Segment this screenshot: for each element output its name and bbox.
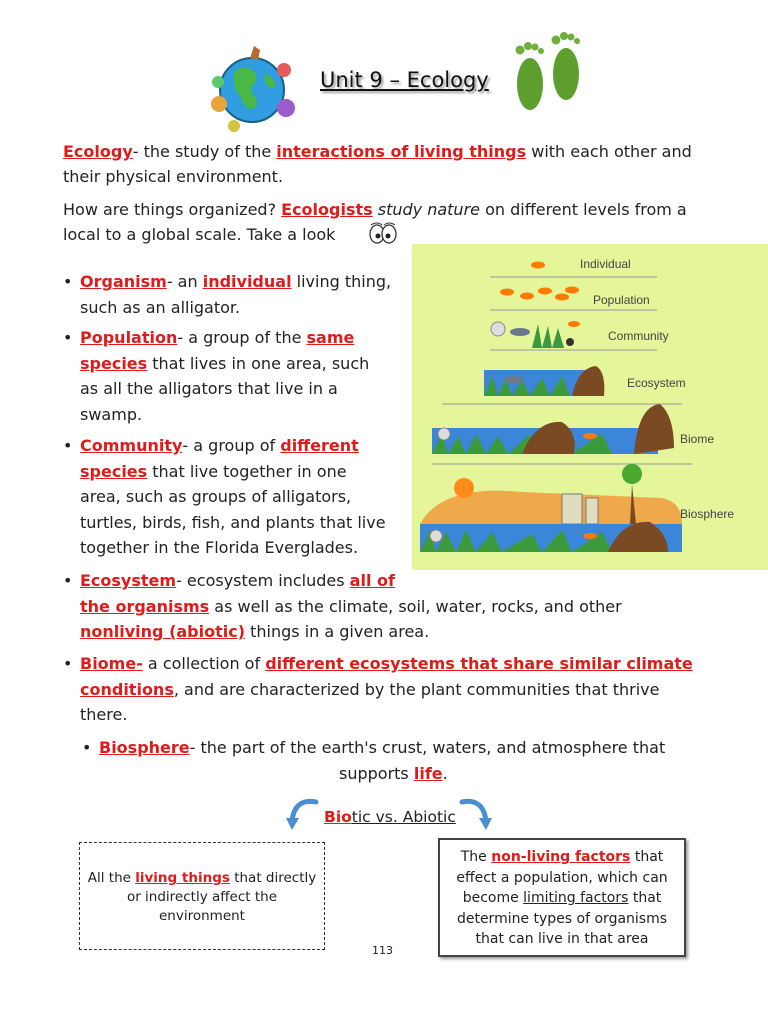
biotic-box: All the living things that directly or indirectly affect the environment bbox=[79, 842, 325, 950]
biotic-abiotic-heading: Biotic vs. Abiotic bbox=[324, 808, 456, 826]
ecology-definition: Ecology- the study of the interactions of living things with each other and their physical environment. bbox=[63, 142, 692, 186]
ecosystem-item: • Ecosystem- ecosystem includes all of the organisms as well as the climate, soil, water, rocks, and other nonliving (abiotic) things in a given area. bbox=[63, 571, 622, 641]
page-title: Unit 9 – Ecology bbox=[320, 68, 489, 92]
community-item: • Community- a group of different species that live together in one area, such as groups of alligators, turtles, birds, fish, and plants that live together in the Florida Everglades. bbox=[63, 436, 386, 557]
curved-arrow-left-icon bbox=[286, 796, 320, 834]
population-item: • Population- a group of the same species that lives in one area, such as all the alligators that live in a swamp. bbox=[63, 328, 370, 424]
level-label-biome: Biome bbox=[680, 432, 715, 446]
organism-item: • Organism- an individual living thing, such as an alligator. bbox=[63, 272, 392, 317]
level-label-ecosystem: Ecosystem bbox=[627, 376, 686, 390]
ecosystem-illustration bbox=[484, 366, 604, 396]
biosphere-item-cont: supports life. bbox=[339, 764, 448, 783]
biome-item: • Biome- a collection of different ecosystems that share similar climate conditions, and are characterized by the plant communities that thrive there. bbox=[63, 654, 693, 724]
biosphere-item: • Biosphere- the part of the earth's crust, waters, and atmosphere that bbox=[82, 738, 666, 757]
eyes-icon bbox=[368, 222, 398, 246]
levels-diagram bbox=[412, 244, 768, 570]
globe-animals-icon bbox=[204, 44, 304, 132]
curved-arrow-right-icon bbox=[458, 796, 492, 834]
level-label-population: Population bbox=[593, 293, 650, 307]
organization-question: How are things organized? Ecologists study nature on different levels from a local to a global scale. Take a look bbox=[63, 200, 687, 244]
footprints-icon bbox=[504, 26, 590, 126]
ecology-term: Ecology bbox=[63, 142, 133, 161]
page-number: 113 bbox=[372, 944, 393, 957]
level-label-individual: Individual bbox=[580, 257, 631, 271]
fish-icon bbox=[531, 262, 545, 269]
abiotic-box: The non-living factors that effect a population, which can become limiting factors that determine types of organisms that can live in that area bbox=[438, 838, 686, 957]
level-label-biosphere: Biosphere bbox=[680, 507, 735, 521]
level-label-community: Community bbox=[608, 329, 669, 343]
